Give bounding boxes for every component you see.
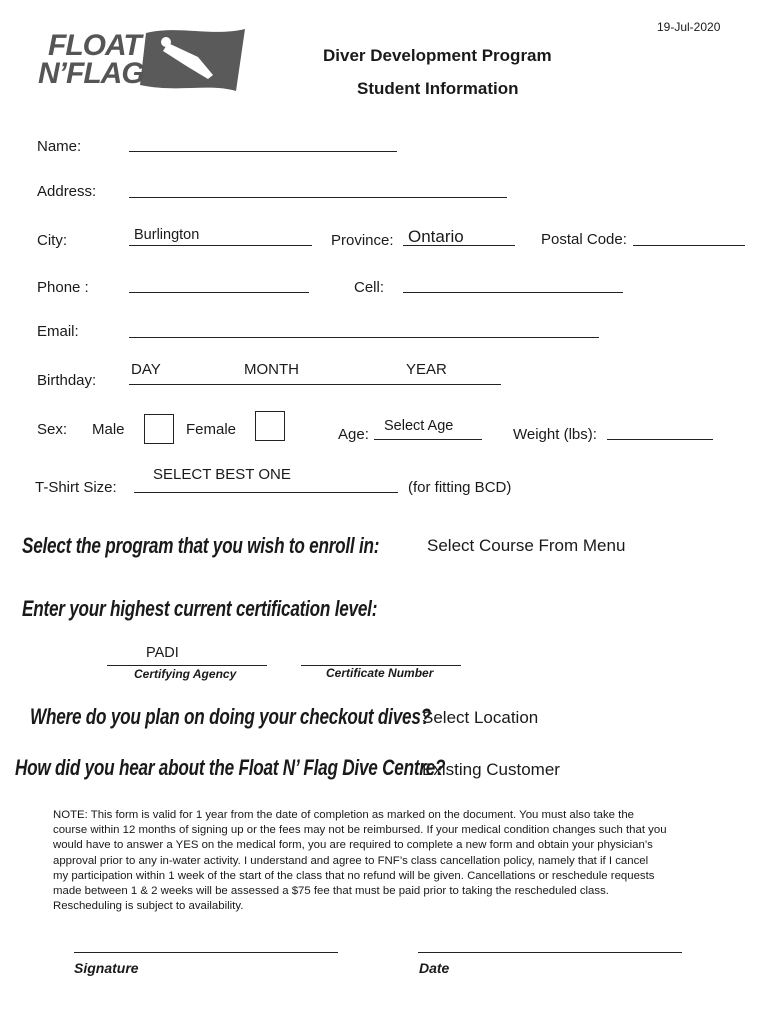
city-underline bbox=[129, 245, 312, 246]
checkout-location-select[interactable]: Select Location bbox=[422, 708, 539, 727]
logo-text-flag: N’FLAG bbox=[38, 57, 144, 90]
weight-label: Weight (lbs): bbox=[513, 426, 597, 443]
name-label: Name: bbox=[37, 138, 82, 155]
email-field[interactable] bbox=[129, 337, 599, 338]
sex-label: Sex: bbox=[37, 421, 68, 438]
tshirt-select[interactable]: SELECT BEST ONE bbox=[153, 466, 291, 483]
birthday-day-field[interactable]: DAY bbox=[131, 361, 161, 378]
birthday-underline bbox=[129, 384, 501, 385]
logo-text-float: FLOAT bbox=[48, 29, 141, 62]
female-checkbox[interactable] bbox=[255, 411, 285, 441]
signature-field[interactable] bbox=[74, 952, 338, 953]
birthday-year-field[interactable]: YEAR bbox=[406, 361, 447, 378]
form-date: 19-Jul-2020 bbox=[657, 20, 721, 34]
female-label: Female bbox=[186, 421, 237, 438]
certification-question: Enter your highest current certification level: bbox=[22, 596, 378, 621]
city-label: City: bbox=[37, 232, 67, 249]
tshirt-note: (for fitting BCD) bbox=[408, 479, 512, 496]
policy-note: NOTE: This form is valid for 1 year from the date of completion as marked on the document. You must also take the course within 12 months of signing up or the fees may not be reimbursed. If your medical condition changes such that you would have to answer a YES on the medical form, you are required to complete a new form and obtain your physician’s approval prior to any in-water activity. I understand and agree to FNF’s class cancellation policy, namely that if I cancel my participation within 1 week of the start of the class that no refund will be given. Cancellations or reschedule requests made between 1 & 2 weeks will be assessed a $75 fee that must be paid prior to taking the rescheduled class. Rescheduling is subject to availability. bbox=[53, 809, 667, 913]
birthday-label: Birthday: bbox=[37, 372, 97, 389]
birthday-month-field[interactable]: MONTH bbox=[244, 361, 299, 378]
address-label: Address: bbox=[37, 183, 97, 200]
province-underline bbox=[403, 245, 515, 246]
certifying-agency-label: Certifying Agency bbox=[134, 667, 237, 681]
male-checkbox[interactable] bbox=[144, 414, 174, 444]
checkout-question: Where do you plan on doing your checkout dives? bbox=[30, 704, 431, 729]
certificate-number-label: Certificate Number bbox=[326, 666, 434, 680]
program-question: Select the program that you wish to enroll in: bbox=[22, 533, 380, 558]
form-subtitle: Student Information bbox=[357, 79, 519, 98]
age-underline bbox=[374, 439, 482, 440]
phone-label: Phone : bbox=[37, 279, 89, 296]
tshirt-underline bbox=[134, 492, 398, 493]
postal-code-label: Postal Code: bbox=[541, 231, 627, 248]
date-field[interactable] bbox=[418, 952, 682, 953]
postal-code-field[interactable] bbox=[633, 245, 745, 246]
email-label: Email: bbox=[37, 323, 79, 340]
province-field[interactable]: Ontario bbox=[408, 227, 464, 246]
province-label: Province: bbox=[331, 232, 394, 249]
name-field[interactable] bbox=[129, 151, 397, 152]
city-field[interactable]: Burlington bbox=[134, 227, 200, 243]
certifying-agency-underline bbox=[107, 665, 267, 666]
tshirt-label: T-Shirt Size: bbox=[35, 479, 117, 496]
date-label: Date bbox=[419, 960, 450, 976]
certifying-agency-field[interactable]: PADI bbox=[146, 645, 179, 661]
program-select[interactable]: Select Course From Menu bbox=[427, 536, 626, 555]
weight-field[interactable] bbox=[607, 439, 713, 440]
cell-label: Cell: bbox=[354, 279, 385, 296]
age-select[interactable]: Select Age bbox=[384, 418, 454, 434]
referral-question: How did you hear about the Float N’ Flag Dive Centre? bbox=[15, 755, 446, 780]
age-label: Age: bbox=[338, 426, 369, 443]
form-title: Diver Development Program bbox=[323, 46, 552, 65]
male-label: Male bbox=[92, 421, 125, 438]
signature-label: Signature bbox=[74, 960, 139, 976]
address-field[interactable] bbox=[129, 197, 507, 198]
cell-field[interactable] bbox=[403, 292, 623, 293]
logo bbox=[38, 27, 248, 93]
phone-field[interactable] bbox=[129, 292, 309, 293]
referral-select[interactable]: Existing Customer bbox=[422, 760, 560, 779]
